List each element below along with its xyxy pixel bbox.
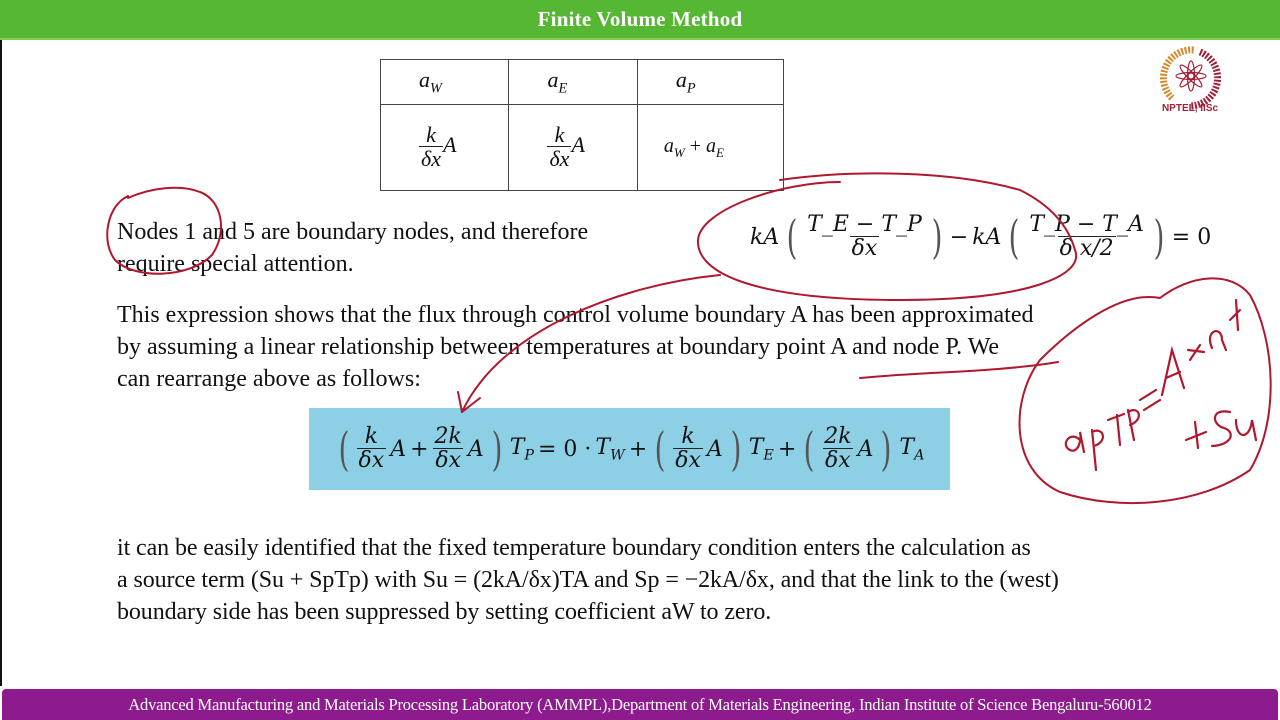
rearranged-equation: ( $\frac{k}{\delta x}$ A + $\frac{2k}{\delta x}$ A ) $T_P$ = 0 · $T_W$ + ( $\frac{k}{\delta x}$ A ) $T_E$ + ( $\frac{2k}{\delta x}$ A ) $T_A$ <box>309 408 950 490</box>
nptel-logo-label: NPTEL, IISc <box>1161 103 1219 114</box>
boundary-nodes-paragraph: Nodes 1 and 5 are boundary nodes, and therefore require special attention. <box>117 219 589 277</box>
slide-left-border <box>0 36 2 686</box>
coefficient-table <box>380 59 784 191</box>
cell-ap: $a_W + a_E$ <box>637 105 783 191</box>
header-ap: $a_P$ <box>637 60 783 105</box>
flux-approximation-paragraph: This expression shows that the flux through control volume boundary A has been approximated by assuming a linear relationship between temperatures at boundary point A and node P. We can rearrange above as follows: <box>117 302 1034 392</box>
boundary-flux-equation: kA ( $\frac{T\_E - T\_P}{\delta x}$ ) − kA ( $\frac{T\_P - T\_A}{\text{δ x/2}}$ ) = 0 <box>750 210 1212 264</box>
table-header-row <box>381 60 784 105</box>
header-aw: $a_W$ <box>381 60 509 105</box>
slide-header <box>0 0 1280 40</box>
cell-aw: $\frac{k}{\delta x}$ A <box>381 105 509 191</box>
table-row <box>381 105 784 191</box>
blob-annotation-icon <box>1020 278 1271 503</box>
cell-ae: $\frac{k}{\delta x}$ A <box>509 105 637 191</box>
header-ae: $a_E$ <box>509 60 637 105</box>
slide-title: Finite Volume Method <box>537 6 743 31</box>
footer-affiliation: Advanced Manufacturing and Materials Processing Laboratory (AMMPL),Department of Materials Engineering, Indian Institute of Science Bengaluru-560012 <box>128 694 1152 714</box>
source-term-paragraph: it can be easily identified that the fixed temperature boundary condition enters the calculation as a source term (Su + SpTp) with Su = (2kA/δx)TA and Sp = −2kA/δx, and that the link to the (west) boundary side has been suppressed by setting coefficient aW to zero. <box>117 535 1059 625</box>
slide-footer <box>2 689 1278 720</box>
